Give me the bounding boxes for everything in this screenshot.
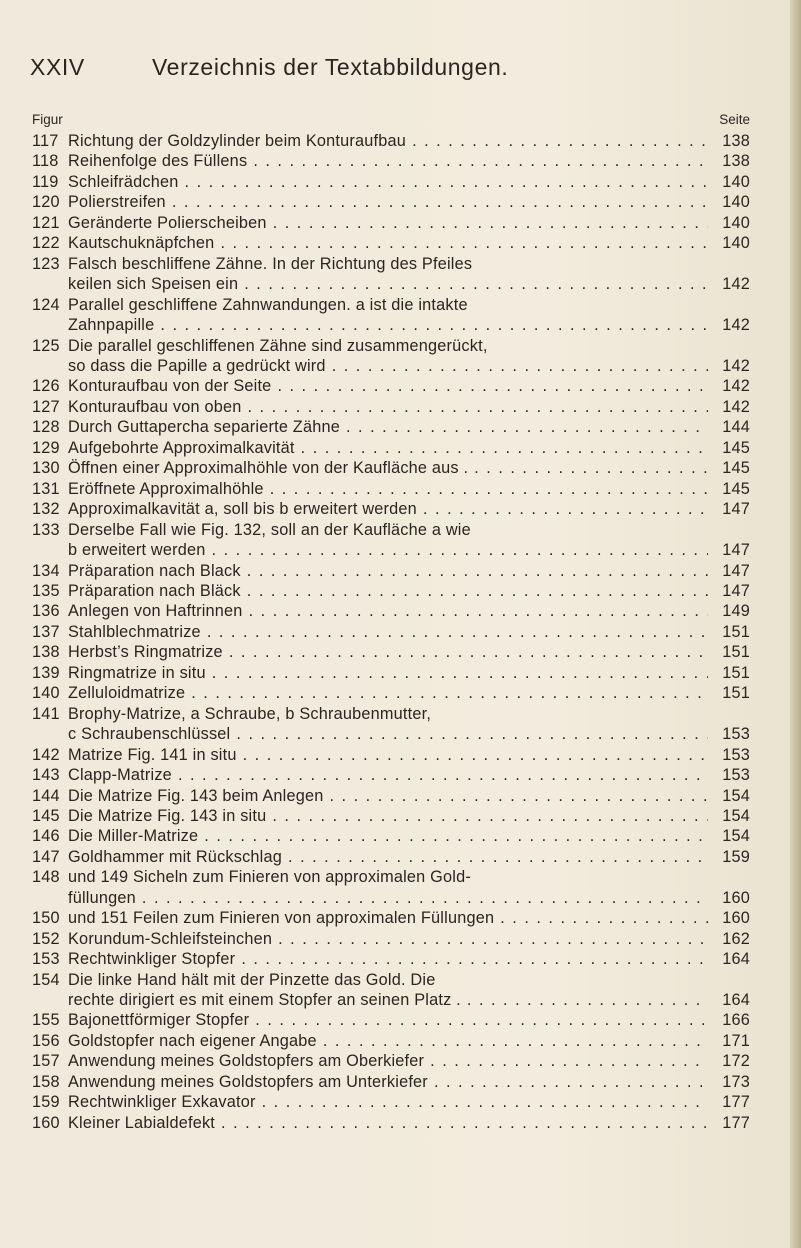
entry-line [32, 1113, 750, 1133]
list-item [32, 336, 750, 377]
figure-caption: Herbst’s Ringmatrize . . . [68, 642, 708, 662]
entry-line [32, 745, 750, 765]
entry-line [32, 765, 750, 785]
figure-number: 156 [32, 1031, 60, 1050]
figure-number: 152 [32, 929, 60, 948]
entry-line [32, 1051, 750, 1071]
entry-line [32, 561, 750, 581]
entry-line [32, 540, 750, 560]
list-item [32, 765, 750, 785]
page-reference: 145 [722, 479, 750, 498]
list-item [32, 1113, 750, 1133]
entry-line [32, 786, 750, 806]
entry-line [32, 356, 750, 376]
figure-caption: Die linke Hand hält mit der Pinzette das Gold. Die [68, 970, 436, 989]
figure-number: 118 [32, 152, 59, 171]
entry-line [32, 622, 750, 642]
page-reference: 142 [722, 377, 750, 396]
figure-caption: Rechtwinkliger Exkavator . . . [68, 1092, 708, 1112]
entry-line [32, 601, 750, 621]
entry-line [32, 315, 750, 335]
figure-number: 134 [32, 561, 60, 580]
page-reference: 142 [722, 397, 750, 416]
entry-line [32, 213, 750, 233]
figure-caption: füllungen . . . [68, 888, 708, 908]
figure-number: 124 [32, 295, 60, 314]
figure-number: 117 [32, 132, 59, 150]
figure-caption: Konturaufbau von der Seite . . . [68, 376, 708, 396]
list-item [32, 867, 750, 908]
entry-line [32, 1072, 750, 1092]
entry-line [32, 254, 750, 274]
entry-line [32, 479, 750, 499]
figure-number: 158 [32, 1072, 60, 1091]
list-item [32, 561, 750, 581]
list-item [32, 622, 750, 642]
figure-caption: Geränderte Polierscheiben . . . [68, 213, 708, 233]
list-item [32, 254, 750, 295]
figure-caption: Parallel geschliffene Zahnwandungen. a ist die intakte [68, 295, 468, 314]
page-reference: 166 [722, 1011, 750, 1030]
figure-caption: Clapp-Matrize . . . [68, 765, 708, 785]
figure-number: 121 [32, 213, 60, 232]
figure-number: 136 [32, 602, 60, 621]
figure-number: 133 [32, 520, 60, 539]
figure-number: 147 [32, 847, 60, 866]
figure-caption: Anwendung meines Goldstopfers am Oberkiefer . . . [68, 1051, 708, 1071]
entry-line [32, 929, 750, 949]
list-item [32, 1031, 750, 1051]
page-reference: 140 [722, 172, 750, 191]
list-item [32, 949, 750, 969]
list-item [32, 970, 750, 1011]
column-headings [32, 112, 750, 130]
page-number: XXIV [30, 54, 85, 80]
figure-number: 153 [32, 950, 60, 969]
list-item [32, 438, 750, 458]
figure-number: 141 [32, 704, 60, 723]
entry-line [32, 1031, 750, 1051]
page-reference: 138 [722, 132, 750, 150]
entry-line [32, 581, 750, 601]
entry-line [32, 970, 750, 990]
list-item [32, 806, 750, 826]
figure-caption: Präparation nach Black . . . [68, 561, 708, 581]
entry-line [32, 417, 750, 437]
figure-number: 120 [32, 193, 60, 212]
entry-line [32, 520, 750, 540]
figure-caption: Anwendung meines Goldstopfers am Unterkiefer . . . [68, 1072, 708, 1092]
entry-line [32, 376, 750, 396]
figure-caption: und 151 Feilen zum Finieren von approximalen Füllungen . . . [68, 908, 708, 928]
entry-line [32, 397, 750, 417]
list-item [32, 786, 750, 806]
list-item [32, 397, 750, 417]
figure-caption: Die parallel geschliffenen Zähne sind zusammengerückt, [68, 336, 488, 355]
page-reference: 153 [722, 745, 750, 764]
entry-line [32, 336, 750, 356]
entry-line [32, 642, 750, 662]
page-reference: 145 [722, 438, 750, 457]
list-item [32, 663, 750, 683]
figure-caption: Präparation nach Bläck . . . [68, 581, 708, 601]
figure-number: 144 [32, 786, 60, 805]
list-item [32, 601, 750, 621]
figure-caption: Falsch beschliffene Zähne. In der Richtung des Pfeiles [68, 254, 473, 273]
figure-caption: Kleiner Labialdefekt . . . [68, 1113, 708, 1133]
figure-caption: Matrize Fig. 141 in situ . . . [68, 745, 708, 765]
figure-caption: Derselbe Fall wie Fig. 132, soll an der Kaufläche a wie [68, 520, 471, 539]
entry-line [32, 847, 750, 867]
entry-line [32, 274, 750, 294]
figure-caption: c Schraubenschlüssel . . . [68, 724, 708, 744]
list-item [32, 1010, 750, 1030]
page-reference: 147 [722, 541, 750, 560]
figure-caption: Richtung der Goldzylinder beim Konturaufbau . . . [68, 131, 708, 151]
page-reference: 151 [722, 643, 750, 662]
figure-number: 160 [32, 1113, 60, 1132]
page-reference: 140 [722, 193, 750, 212]
figure-number: 148 [32, 868, 60, 887]
list-item [32, 745, 750, 765]
figure-list [32, 131, 750, 1133]
list-item [32, 213, 750, 233]
figure-caption: Aufgebohrte Approximalkavität . . . [68, 438, 708, 458]
figure-caption: Die Matrize Fig. 143 in situ . . . [68, 806, 708, 826]
figure-number: 132 [32, 500, 60, 519]
page-reference: 140 [722, 213, 750, 232]
page-reference: 154 [722, 786, 750, 805]
figure-number: 159 [32, 1093, 60, 1112]
page-reference: 147 [722, 561, 750, 580]
figure-caption: und 149 Sicheln zum Finieren von approximalen Gold- [68, 868, 471, 887]
entry-line [32, 888, 750, 908]
list-item [32, 458, 750, 478]
entry-line [32, 192, 750, 212]
entry-line [32, 1010, 750, 1030]
figure-caption: Reihenfolge des Füllens . . . [68, 151, 708, 171]
page-reference: 164 [722, 950, 750, 969]
figure-caption: Konturaufbau von oben . . . [68, 397, 708, 417]
figure-number: 138 [32, 643, 60, 662]
figure-caption: keilen sich Speisen ein . . . [68, 274, 708, 294]
entry-line [32, 295, 750, 315]
entry-line [32, 499, 750, 519]
figure-caption: Bajonettförmiger Stopfer . . . [68, 1010, 708, 1030]
entry-line [32, 949, 750, 969]
entry-line [32, 908, 750, 928]
list-item [32, 1092, 750, 1112]
figure-caption: Zelluloidmatrize . . . [68, 683, 708, 703]
page-edge [790, 0, 801, 1248]
figure-number: 123 [32, 254, 60, 273]
figure-caption: Öffnen einer Approximalhöhle von der Kaufläche aus . . . . [68, 458, 708, 478]
page-reference: 151 [722, 663, 750, 682]
page-reference: 153 [722, 725, 750, 744]
entry-line [32, 458, 750, 478]
page-reference: 142 [722, 356, 750, 375]
list-item [32, 1051, 750, 1071]
list-item [32, 376, 750, 396]
figure-number: 131 [32, 479, 60, 498]
list-item [32, 642, 750, 662]
list-item [32, 520, 750, 561]
figure-caption: Goldhammer mit Rückschlag . . . [68, 847, 708, 867]
page-reference: 172 [722, 1052, 750, 1071]
figure-number: 154 [32, 970, 60, 989]
figure-number: 157 [32, 1052, 60, 1071]
figure-number: 155 [32, 1011, 60, 1030]
list-item [32, 499, 750, 519]
list-item [32, 581, 750, 601]
page-reference: 154 [722, 827, 750, 846]
entry-line [32, 826, 750, 846]
page-reference: 151 [722, 622, 750, 641]
page-reference: 177 [722, 1093, 750, 1112]
page-reference: 145 [722, 459, 750, 478]
page-reference: 177 [722, 1113, 750, 1132]
page-reference: 164 [722, 991, 750, 1010]
figure-number: 129 [32, 438, 60, 457]
figure-caption: Brophy-Matrize, a Schraube, b Schraubenmutter, [68, 704, 432, 723]
list-item [32, 417, 750, 437]
page-reference: 140 [722, 234, 750, 253]
figure-caption: Zahnpapille . . . [68, 315, 708, 335]
figure-number: 140 [32, 684, 60, 703]
entry-line [32, 683, 750, 703]
figure-number: 130 [32, 459, 60, 478]
figure-number: 135 [32, 581, 60, 600]
list-item [32, 131, 750, 151]
page-reference: 151 [722, 684, 750, 703]
page-column-heading: Seite [719, 112, 750, 127]
list-item [32, 151, 750, 171]
page-reference: 144 [722, 418, 750, 437]
list-item [32, 847, 750, 867]
page-reference: 138 [722, 152, 750, 171]
figure-caption: Korundum-Schleifsteinchen . . . [68, 929, 708, 949]
entry-line [32, 724, 750, 744]
page-reference: 162 [722, 929, 750, 948]
figure-number: 126 [32, 377, 60, 396]
figure-number: 146 [32, 827, 60, 846]
figure-number: 119 [32, 172, 59, 191]
page-reference: 159 [722, 847, 750, 866]
list-item [32, 683, 750, 703]
figure-number: 122 [32, 234, 60, 253]
page-reference: 153 [722, 766, 750, 785]
page-title: Verzeichnis der Textabbildungen. [152, 54, 509, 80]
figure-number: 125 [32, 336, 60, 355]
list-item [32, 192, 750, 212]
figure-caption: Stahlblechmatrize . . . [68, 622, 708, 642]
page-header [30, 54, 770, 88]
entry-line [32, 990, 750, 1010]
figure-caption: Eröffnete Approximalhöhle . . . [68, 479, 708, 499]
page-reference: 171 [722, 1031, 750, 1050]
figure-caption: rechte dirigiert es mit einem Stopfer an seinen Platz . . . . [68, 990, 708, 1010]
figure-caption: so dass die Papille a gedrückt wird . . . [68, 356, 708, 376]
page-reference: 173 [722, 1072, 750, 1091]
figure-caption: b erweitert werden . . . [68, 540, 708, 560]
entry-line [32, 172, 750, 192]
entry-line [32, 438, 750, 458]
list-item [32, 704, 750, 745]
figure-column-heading: Figur [32, 112, 63, 127]
figure-number: 142 [32, 745, 60, 764]
list-item [32, 908, 750, 928]
entry-line [32, 867, 750, 887]
page-reference: 142 [722, 275, 750, 294]
figure-caption: Ringmatrize in situ . . . [68, 663, 708, 683]
figure-number: 143 [32, 766, 60, 785]
figure-caption: Polierstreifen . . . [68, 192, 708, 212]
figure-number: 127 [32, 397, 60, 416]
figure-caption: Goldstopfer nach eigener Angabe . . . [68, 1031, 708, 1051]
page-reference: 147 [722, 581, 750, 600]
figure-caption: Anlegen von Haftrinnen . . . [68, 601, 708, 621]
figure-number: 137 [32, 622, 60, 641]
list-item [32, 172, 750, 192]
figure-caption: Die Matrize Fig. 143 beim Anlegen . . . [68, 786, 708, 806]
figure-caption: Approximalkavität a, soll bis b erweitert werden . . . [68, 499, 708, 519]
figure-caption: Schleifrädchen . . . [68, 172, 708, 192]
figure-number: 128 [32, 418, 60, 437]
figure-caption: Die Miller-Matrize . . . [68, 826, 708, 846]
page-reference: 142 [722, 316, 750, 335]
list-item [32, 1072, 750, 1092]
figure-number: 150 [32, 909, 60, 928]
list-item [32, 929, 750, 949]
figure-number: 139 [32, 663, 60, 682]
figure-caption: Rechtwinkliger Stopfer . . . [68, 949, 708, 969]
list-item [32, 479, 750, 499]
figure-caption: Durch Guttapercha separierte Zähne . . . [68, 417, 708, 437]
page-reference: 160 [722, 888, 750, 907]
page-reference: 149 [722, 602, 750, 621]
list-item [32, 233, 750, 253]
entry-line [32, 806, 750, 826]
entry-line [32, 1092, 750, 1112]
figure-number: 145 [32, 806, 60, 825]
entry-line [32, 233, 750, 253]
entry-line [32, 131, 750, 151]
page-reference: 154 [722, 806, 750, 825]
entry-line [32, 704, 750, 724]
list-item [32, 826, 750, 846]
list-item [32, 295, 750, 336]
entry-line [32, 663, 750, 683]
page-reference: 160 [722, 909, 750, 928]
entry-line [32, 151, 750, 171]
page-reference: 147 [722, 500, 750, 519]
figure-caption: Kautschuknäpfchen . . . [68, 233, 708, 253]
